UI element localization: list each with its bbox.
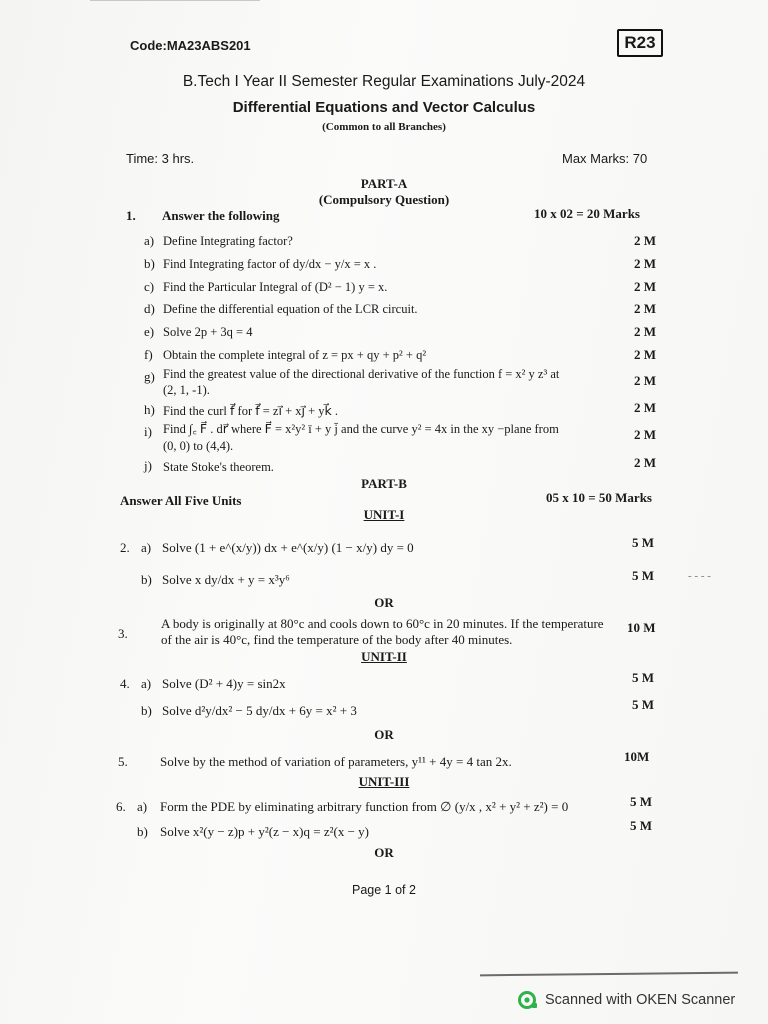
question-marks: 5 M xyxy=(632,670,655,685)
sub-question-text: Define Integrating factor? xyxy=(163,234,293,248)
sub-question-label: d) xyxy=(144,301,155,316)
sub-question-label: a) xyxy=(137,799,148,814)
question-number: 4. xyxy=(120,676,130,691)
question-marks: 5 M xyxy=(632,697,655,712)
sub-question-marks: 2 M xyxy=(634,233,657,248)
part-a-subtitle: (Compulsory Question) xyxy=(318,192,450,207)
sub-question-text-continued: (0, 0) to (4,4). xyxy=(163,439,234,453)
common-note: (Common to all Branches) xyxy=(322,121,446,133)
or-separator: OR xyxy=(374,727,394,742)
regulation-badge: R23 xyxy=(617,29,663,57)
sub-question-text: State Stoke's theorem. xyxy=(163,460,274,474)
part-a-instruction: Answer the following xyxy=(162,208,280,223)
subject-code: Code:MA23ABS201 xyxy=(130,38,251,53)
sub-question-marks: 2 M xyxy=(634,279,657,294)
sub-question-label: e) xyxy=(144,324,155,339)
time-allowed: Time: 3 hrs. xyxy=(126,151,195,166)
sub-question-marks: 2 M xyxy=(634,324,657,339)
question-number: 5. xyxy=(118,754,128,769)
oken-scanner-logo-icon xyxy=(518,990,538,1010)
unit-heading: UNIT-I xyxy=(363,507,405,522)
question-text: Solve x dy/dx + y = x³y⁶ xyxy=(162,572,290,587)
question-text: Form the PDE by eliminating arbitrary function from ∅ (y/x , x² + y² + z²) = 0 xyxy=(160,799,569,814)
question-text: Solve d²y/dx² − 5 dy/dx + 6y = x² + 3 xyxy=(162,703,357,718)
sub-question-label: j) xyxy=(144,458,152,473)
sub-question-marks: 2 M xyxy=(634,455,657,470)
sub-question-marks: 2 M xyxy=(634,347,657,362)
sub-question-text: Define the differential equation of the LCR circuit. xyxy=(163,302,418,316)
scanner-watermark xyxy=(518,990,735,1010)
sub-question-text: Find the Particular Integral of (D² − 1) y = x. xyxy=(163,280,388,294)
part-b-marks: 05 x 10 = 50 Marks xyxy=(546,490,652,505)
part-a-title: PART-A xyxy=(360,176,408,191)
question-number: 2. xyxy=(120,540,130,555)
subject-title: Differential Equations and Vector Calculus xyxy=(232,99,536,116)
question-text: Solve (1 + e^(x/y)) dx + e^(x/y) (1 − x/y) dy = 0 xyxy=(162,540,414,555)
sub-question-label: i) xyxy=(144,424,152,439)
sub-question-label: c) xyxy=(144,279,155,294)
part-b-instruction: Answer All Five Units xyxy=(120,493,242,508)
or-separator: OR xyxy=(374,595,394,610)
question-number: 6. xyxy=(116,799,126,814)
sub-question-text: Find Integrating factor of dy/dx − y/x = x . xyxy=(163,257,377,271)
question-marks: 10M xyxy=(624,749,650,764)
sub-question-text: Find the greatest value of the directional derivative of the function f = x² y z³ at xyxy=(163,367,560,381)
sub-question-marks: 2 M xyxy=(634,427,657,442)
sub-question-label: b) xyxy=(141,703,152,718)
question-text: Solve by the method of variation of parameters, y¹¹ + 4y = 4 tan 2x. xyxy=(160,754,512,769)
question-text: Solve x²(y − z)p + y²(z − x)q = z²(x − y) xyxy=(160,824,369,839)
question-number: 1. xyxy=(126,208,136,223)
sub-question-label: b) xyxy=(137,824,148,839)
or-separator: OR xyxy=(374,845,394,860)
sub-question-text: Obtain the complete integral of z = px + qy + p² + q² xyxy=(163,348,427,362)
sub-question-label: f) xyxy=(144,347,153,362)
sub-question-marks: 2 M xyxy=(634,400,657,415)
sub-question-text: Find the curl f⃗ for f⃗ = zi⃗ + xj⃗ + yk⃗ . xyxy=(163,404,339,418)
sub-question-label: g) xyxy=(144,369,155,384)
sub-question-label: h) xyxy=(144,402,155,417)
sub-question-label: b) xyxy=(141,572,152,587)
max-marks: Max Marks: 70 xyxy=(562,151,648,166)
part-a-marks: 10 x 02 = 20 Marks xyxy=(534,206,640,221)
sub-question-marks: 2 M xyxy=(634,256,657,271)
part-b-title: PART-B xyxy=(361,476,407,491)
scan-artifact-mark: - - - - xyxy=(688,570,711,582)
exam-title: B.Tech I Year II Semester Regular Examinations July-2024 xyxy=(182,73,586,90)
question-text: Solve (D² + 4)y = sin2x xyxy=(162,676,286,691)
sub-question-label: a) xyxy=(141,540,152,555)
unit-heading: UNIT-III xyxy=(358,774,410,789)
question-marks: 5 M xyxy=(630,818,653,833)
sub-question-text: Solve 2p + 3q = 4 xyxy=(163,325,253,339)
question-number: 3. xyxy=(118,626,128,641)
question-marks: 10 M xyxy=(627,620,656,635)
sub-question-label: a) xyxy=(141,676,152,691)
question-marks: 5 M xyxy=(632,535,655,550)
scan-edge-mark xyxy=(90,0,260,1)
sub-question-text-continued: (2, 1, -1). xyxy=(163,383,210,397)
sub-question-label: a) xyxy=(144,233,155,248)
unit-heading: UNIT-II xyxy=(361,649,407,664)
question-marks: 5 M xyxy=(630,794,653,809)
question-text-continued: of the air is 40°c, find the temperature of the body after 40 minutes. xyxy=(161,632,513,647)
sub-question-marks: 2 M xyxy=(634,373,657,388)
question-marks: 5 M xyxy=(632,568,655,583)
sub-question-marks: 2 M xyxy=(634,301,657,316)
sub-question-label: b) xyxy=(144,256,155,271)
question-text: A body is originally at 80°c and cools down to 60°c in 20 minutes. If the temperature xyxy=(161,616,604,631)
page-number: Page 1 of 2 xyxy=(352,883,416,897)
sub-question-text: Find ∫꜀ F⃗ . dr⃗ where F⃗ = x²y² ī + y j̄ and the curve y² = 4x in the xy −plane from xyxy=(163,422,559,436)
scanner-text: Scanned with OKEN Scanner xyxy=(545,992,736,1008)
